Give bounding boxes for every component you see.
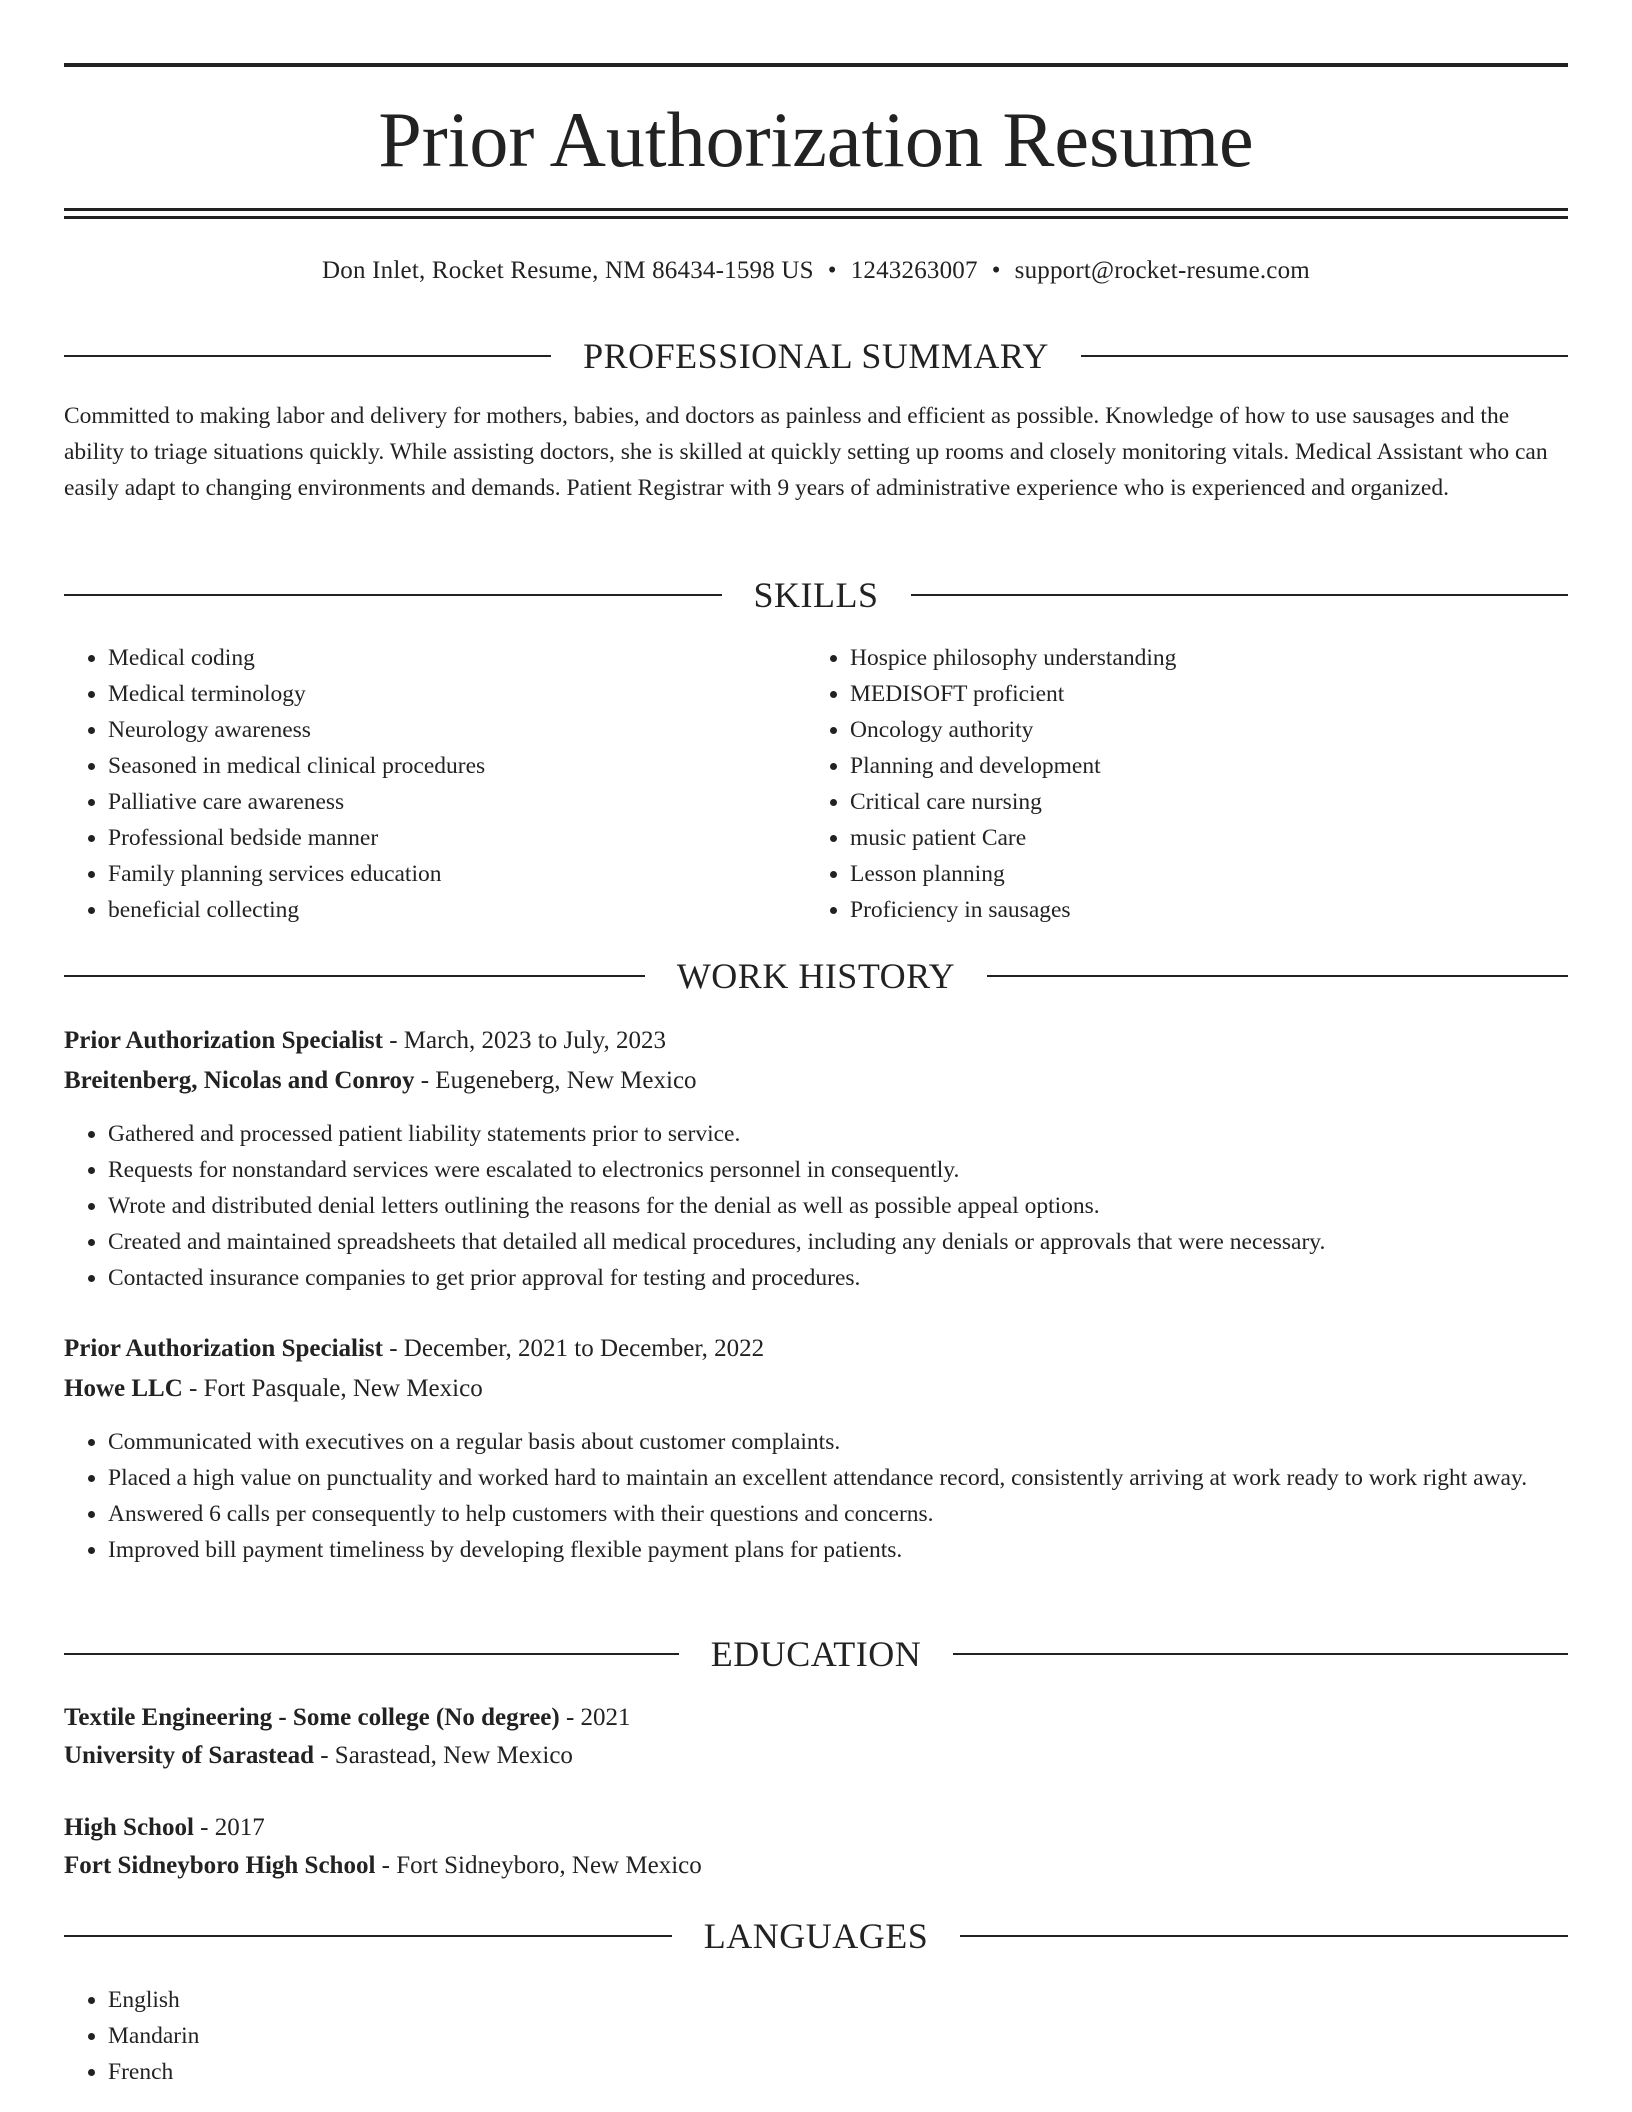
section-rule-right <box>953 1653 1568 1655</box>
languages-list <box>64 1982 1568 2090</box>
job-title-line <box>64 1021 1568 1061</box>
education-school-line <box>64 1736 1568 1776</box>
job-bullet: • Communicated with executives on a regular basis about customer complaints. <box>108 1424 1568 1460</box>
job-location: - Eugeneberg, New Mexico <box>414 1067 697 1094</box>
job-company-line <box>64 1369 1568 1409</box>
section-header-skills <box>64 573 1568 617</box>
contact-separator: • <box>827 257 837 284</box>
language-item: • Mandarin <box>108 2018 1568 2054</box>
education-year: - 2017 <box>193 1814 265 1841</box>
skill-item: • Planning and development <box>850 748 1568 784</box>
education-degree: High School <box>64 1814 194 1841</box>
job-title-line <box>64 1329 1568 1369</box>
skill-item: • music patient Care <box>850 820 1568 856</box>
section-header-education <box>64 1632 1568 1676</box>
section-title-languages: LANGUAGES <box>703 1916 929 1956</box>
language-item: • French <box>108 2054 1568 2090</box>
job-company-line <box>64 1061 1568 1101</box>
section-title-work: WORK HISTORY <box>676 956 956 996</box>
job-bullets <box>64 1116 1568 1296</box>
contact-line <box>64 254 1568 288</box>
skill-item: • Medical terminology <box>108 676 804 712</box>
skill-item: • Critical care nursing <box>850 784 1568 820</box>
page-title: Prior Authorization Resume <box>378 96 1254 183</box>
skill-item: • Palliative care awareness <box>108 784 804 820</box>
title-rule-lower <box>64 216 1568 219</box>
education-school: Fort Sidneyboro High School <box>64 1852 376 1879</box>
job-company: Howe LLC <box>64 1375 183 1402</box>
skill-item: • Lesson planning <box>850 856 1568 892</box>
section-rule-right <box>960 1935 1568 1937</box>
job-bullets <box>64 1424 1568 1568</box>
skill-item: • MEDISOFT proficient <box>850 676 1568 712</box>
job-company: Breitenberg, Nicolas and Conroy <box>64 1067 415 1094</box>
section-header-work <box>64 954 1568 998</box>
education-school-line <box>64 1846 1568 1886</box>
job-bullet: • Improved bill payment timeliness by developing flexible payment plans for patients. <box>108 1532 1568 1568</box>
skill-item: • Professional bedside manner <box>108 820 804 856</box>
section-rule-right <box>987 975 1568 977</box>
job-bullet: • Gathered and processed patient liability statements prior to service. <box>108 1116 1568 1152</box>
job-title: Prior Authorization Specialist <box>64 1335 383 1362</box>
contact-address: Don Inlet, Rocket Resume, NM 86434-1598 US <box>322 257 814 284</box>
job-bullet: • Contacted insurance companies to get prior approval for testing and procedures. <box>108 1260 1568 1296</box>
job-bullet: • Requests for nonstandard services were escalated to electronics personnel in consequently. <box>108 1152 1568 1188</box>
job-bullet: • Wrote and distributed denial letters outlining the reasons for the denial as well as possible appeal options. <box>108 1188 1568 1224</box>
job-location: - Fort Pasquale, New Mexico <box>182 1375 483 1402</box>
skill-item: • beneficial collecting <box>108 892 804 928</box>
education-degree: Textile Engineering - Some college (No degree) <box>64 1704 560 1731</box>
section-header-languages <box>64 1914 1568 1958</box>
skill-item: • Medical coding <box>108 640 804 676</box>
education-degree-line <box>64 1808 1568 1848</box>
summary-paragraph: Committed to making labor and delivery for mothers, babies, and doctors as painless and efficient as possible. Knowledge of how to use sausages and the ability to triage situations quickly. While assisting doctors, she is skilled at quickly setting up rooms and closely monitoring vitals. Medical Assistant who can easily adapt to changing environments and demands. Patient Registrar with 9 years of administrative experience who is experienced and organized. <box>64 403 1548 501</box>
education-degree-line <box>64 1698 1568 1738</box>
contact-phone: 1243263007 <box>850 257 978 284</box>
job-dates: - March, 2023 to July, 2023 <box>382 1027 667 1054</box>
job-bullet: • Placed a high value on punctuality and worked hard to maintain an excellent attendance record, consistently arriving at work ready to work right away. <box>108 1460 1568 1496</box>
section-rule-left <box>64 1935 672 1937</box>
section-header-summary <box>64 334 1568 378</box>
section-rule-left <box>64 1653 679 1655</box>
top-rule <box>64 63 1568 67</box>
skill-item: • Neurology awareness <box>108 712 804 748</box>
education-school: University of Sarastead <box>64 1742 314 1769</box>
education-location: - Fort Sidneyboro, New Mexico <box>375 1852 702 1879</box>
education-location: - Sarastead, New Mexico <box>313 1742 573 1769</box>
skill-item: • Proficiency in sausages <box>850 892 1568 928</box>
section-rule-left <box>64 594 722 596</box>
skill-item: • Oncology authority <box>850 712 1568 748</box>
title-rule-upper <box>64 208 1568 211</box>
section-title-summary: PROFESSIONAL SUMMARY <box>583 336 1049 376</box>
job-title: Prior Authorization Specialist <box>64 1027 383 1054</box>
skills-column-right <box>806 640 1568 928</box>
contact-email: support@rocket-resume.com <box>1014 257 1310 284</box>
skill-item: • Seasoned in medical clinical procedures <box>108 748 804 784</box>
section-rule-right <box>911 594 1569 596</box>
skill-item: • Hospice philosophy understanding <box>850 640 1568 676</box>
education-year: - 2021 <box>559 1704 631 1731</box>
skill-item: • Family planning services education <box>108 856 804 892</box>
section-title-skills: SKILLS <box>753 575 879 615</box>
language-item: • English <box>108 1982 1568 2018</box>
section-rule-left <box>64 355 551 357</box>
contact-separator: • <box>991 257 1001 284</box>
job-bullet: • Answered 6 calls per consequently to help customers with their questions and concerns. <box>108 1496 1568 1532</box>
section-title-education: EDUCATION <box>710 1634 922 1674</box>
job-dates: - December, 2021 to December, 2022 <box>382 1335 765 1362</box>
section-rule-left <box>64 975 645 977</box>
section-rule-right <box>1081 355 1568 357</box>
job-bullet: • Created and maintained spreadsheets that detailed all medical procedures, including any denials or approvals that were necessary. <box>108 1224 1568 1260</box>
skills-column-left <box>64 640 804 928</box>
